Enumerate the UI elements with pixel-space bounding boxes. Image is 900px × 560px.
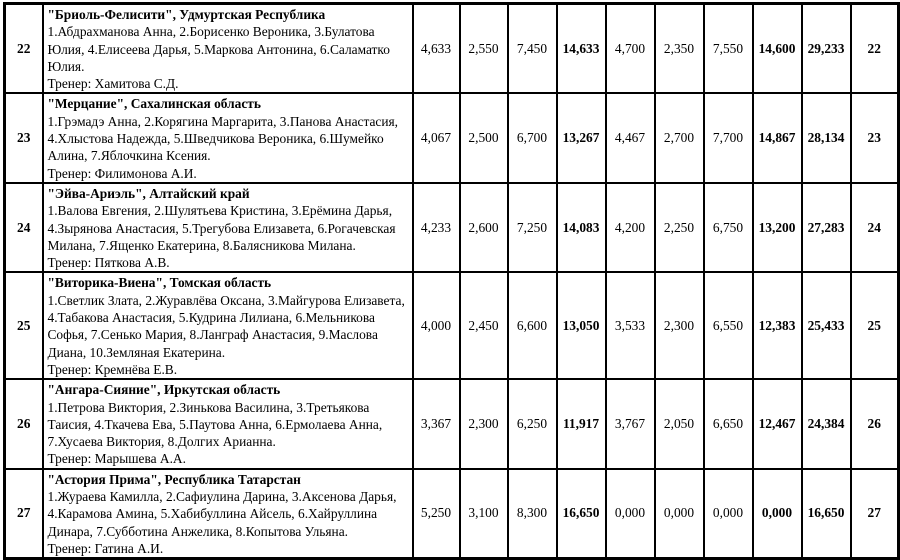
team-cell — [43, 469, 413, 559]
athletes-list: 1.Светлик Злата, 2.Журавлёва Оксана, 3.Майгурова Елизавета, 4.Табакова Анастасия, 5.Кудрина Лилиана, 6.Мельникова Софья, 7.Сенько Мария, 8.Ланграф Анастасия, 9.Маслова Диана, 10.Земляная Екатерина. — [47, 292, 405, 360]
table-row — [5, 93, 899, 182]
place-cell: 24 — [851, 183, 899, 272]
sum-cell: 14,083 — [557, 183, 606, 272]
team-cell — [43, 93, 413, 182]
team-name: "Мерцание", Сахалинская область — [47, 96, 261, 112]
score-cell: 0,000 — [606, 469, 655, 559]
score-cell: 4,233 — [413, 183, 460, 272]
score-cell: 2,700 — [655, 93, 704, 182]
score-cell: 2,350 — [655, 4, 704, 94]
score-cell: 3,100 — [460, 469, 508, 559]
score-cell: 7,550 — [704, 4, 753, 94]
score-cell: 2,600 — [460, 183, 508, 272]
score-cell: 4,067 — [413, 93, 460, 182]
score-cell: 4,467 — [606, 93, 655, 182]
score-cell: 6,600 — [508, 272, 557, 379]
score-cell: 7,700 — [704, 93, 753, 182]
score-cell: 6,550 — [704, 272, 753, 379]
total-cell: 27,283 — [802, 183, 851, 272]
score-cell: 2,250 — [655, 183, 704, 272]
coach-name: Тренер: Хамитова С.Д. — [47, 76, 179, 92]
score-cell: 7,250 — [508, 183, 557, 272]
sum-cell: 11,917 — [557, 379, 606, 468]
sum-cell: 12,383 — [753, 272, 802, 379]
place-cell: 26 — [851, 379, 899, 468]
start-number: 25 — [5, 272, 43, 379]
score-cell: 2,550 — [460, 4, 508, 94]
coach-name: Тренер: Пяткова А.В. — [47, 255, 170, 271]
sum-cell: 14,633 — [557, 4, 606, 94]
score-cell: 2,450 — [460, 272, 508, 379]
score-cell: 2,050 — [655, 379, 704, 468]
sum-cell: 14,600 — [753, 4, 802, 94]
place-cell: 27 — [851, 469, 899, 559]
score-cell: 2,300 — [460, 379, 508, 468]
sum-cell: 12,467 — [753, 379, 802, 468]
score-cell: 0,000 — [704, 469, 753, 559]
score-cell: 0,000 — [655, 469, 704, 559]
athletes-list: 1.Абдрахманова Анна, 2.Борисенко Вероника, 3.Булатова Юлия, 4.Елисеева Дарья, 5.Маркова Антонина, 6.Саламатко Юлия. — [47, 24, 390, 74]
team-cell — [43, 4, 413, 94]
coach-name: Тренер: Кремнёва Е.В. — [47, 361, 178, 377]
score-cell: 6,750 — [704, 183, 753, 272]
score-cell: 5,250 — [413, 469, 460, 559]
start-number: 24 — [5, 183, 43, 272]
results-table — [3, 2, 900, 560]
coach-name: Тренер: Филимонова А.И. — [47, 165, 197, 181]
place-cell: 22 — [851, 4, 899, 94]
table-row — [5, 469, 899, 559]
table-row — [5, 4, 899, 94]
team-cell — [43, 272, 413, 379]
score-cell: 4,000 — [413, 272, 460, 379]
team-name: "Бриоль-Фелисити", Удмуртская Республика — [47, 7, 326, 22]
score-cell: 3,367 — [413, 379, 460, 468]
team-name: "Ангара-Сияние", Иркутская область — [47, 382, 281, 398]
team-name: "Астория Прима", Республика Татарстан — [47, 471, 301, 487]
table-row — [5, 272, 899, 379]
coach-name: Тренер: Марышева А.А. — [47, 451, 186, 467]
start-number: 22 — [5, 4, 43, 94]
sum-cell: 13,267 — [557, 93, 606, 182]
total-cell: 16,650 — [802, 469, 851, 559]
coach-name: Тренер: Гатина А.И. — [47, 540, 164, 556]
start-number: 23 — [5, 93, 43, 182]
score-cell: 2,300 — [655, 272, 704, 379]
score-cell: 4,200 — [606, 183, 655, 272]
score-cell: 2,500 — [460, 93, 508, 182]
sum-cell: 13,200 — [753, 183, 802, 272]
athletes-list: 1.Петрова Виктория, 2.Зинькова Василина, 3.Третьякова Таисия, 4.Ткачева Ева, 5.Паутова Анна, 6.Ермолаева Анна, 7.Хусаева Виктория, 8.Долгих Арианна. — [47, 399, 383, 450]
start-number: 26 — [5, 379, 43, 468]
athletes-list: 1.Жураева Камилла, 2.Сафиулина Дарина, 3.Аксенова Дарья, 4.Карамова Амина, 5.Хабибуллина Айсель, 6.Хайруллина Динара, 7.Субботина Анжелика, 8.Копытова Ульяна. — [47, 489, 397, 539]
score-cell: 7,450 — [508, 4, 557, 94]
place-cell: 23 — [851, 93, 899, 182]
team-name: "Виторика-Виена", Томская область — [47, 275, 272, 291]
total-cell: 25,433 — [802, 272, 851, 379]
athletes-list: 1.Грэмадэ Анна, 2.Корягина Маргарита, 3.Панова Анастасия, 4.Хлыстова Надежда, 5.Шведчикова Вероника, 6.Шумейко Алина, 7.Яблочкина Ксения. — [47, 113, 399, 164]
team-name: "Эйва-Ариэль", Алтайский край — [47, 185, 250, 201]
score-cell: 4,700 — [606, 4, 655, 94]
total-cell: 24,384 — [802, 379, 851, 468]
score-cell: 4,633 — [413, 4, 460, 94]
sum-cell: 14,867 — [753, 93, 802, 182]
score-cell: 6,650 — [704, 379, 753, 468]
sum-cell: 16,650 — [557, 469, 606, 559]
score-cell: 6,700 — [508, 93, 557, 182]
athletes-list: 1.Валова Евгения, 2.Шулятьева Кристина, 3.Ерёмина Дарья, 4.Зырянова Анастасия, 5.Трегубова Елизавета, 6.Рогачевская Милана, 7.Ященко Екатерина, 8.Балясникова Милана. — [47, 203, 396, 253]
table-row — [5, 183, 899, 272]
total-cell: 28,134 — [802, 93, 851, 182]
total-cell: 29,233 — [802, 4, 851, 94]
score-cell: 3,533 — [606, 272, 655, 379]
score-cell: 6,250 — [508, 379, 557, 468]
place-cell: 25 — [851, 272, 899, 379]
team-cell — [43, 379, 413, 468]
table-row — [5, 379, 899, 468]
sum-cell: 13,050 — [557, 272, 606, 379]
score-cell: 8,300 — [508, 469, 557, 559]
sum-cell: 0,000 — [753, 469, 802, 559]
team-cell — [43, 183, 413, 272]
start-number: 27 — [5, 469, 43, 559]
score-cell: 3,767 — [606, 379, 655, 468]
